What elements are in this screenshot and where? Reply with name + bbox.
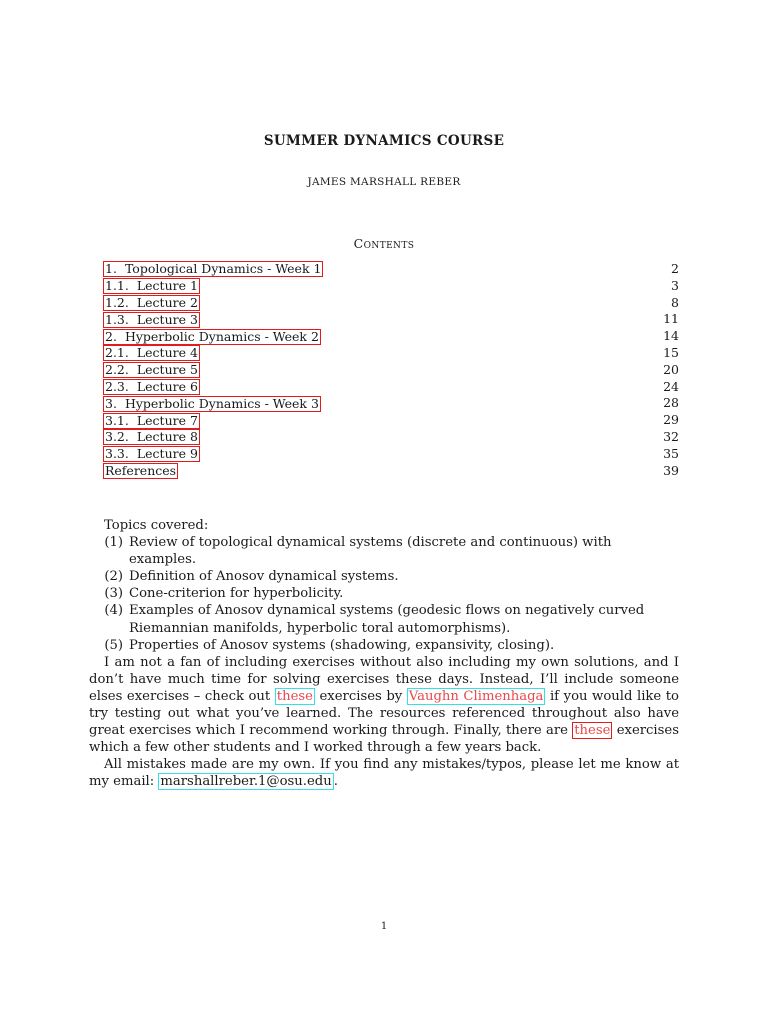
toc-row [103, 328, 679, 345]
toc-page-number: 3 [671, 277, 679, 293]
toc-section-number: 3. [105, 395, 117, 411]
toc-page-number: 14 [663, 328, 679, 344]
topic-text: Properties of Anosov systems (shadowing, expansivity, closing). [129, 637, 555, 653]
toc-section-label: Hyperbolic Dynamics - Week 3 [124, 395, 319, 411]
toc-link[interactable] [103, 312, 200, 328]
contents-heading: Contents [353, 236, 415, 251]
body-text [89, 517, 679, 791]
toc-section-number: 1.1. [105, 278, 129, 294]
toc-row [103, 362, 679, 379]
mistakes-paragraph [89, 756, 679, 790]
toc-section-number: 2. [105, 328, 117, 344]
toc-row [103, 395, 679, 412]
para1-text-1: I am not a fan of including exercises without also including my own solutions, and I don’t have much time for solving exercises these days. Instead, I’ll include someone elses exercises – check out [89, 654, 679, 704]
toc-link[interactable] [103, 362, 200, 378]
these-link-1[interactable]: these [276, 688, 313, 704]
toc-page-number: 35 [663, 445, 679, 461]
topic-item [89, 585, 679, 602]
toc-row [103, 295, 679, 312]
toc-page-number: 15 [663, 344, 679, 360]
toc-row [103, 379, 679, 396]
toc-section-label: Lecture 7 [136, 412, 198, 428]
para2-text-1: All mistakes made are my own. If you find any mistakes/typos, please let me know at my email: [89, 757, 679, 790]
topic-item [89, 568, 679, 585]
toc-page-number: 8 [671, 294, 679, 310]
toc-section-label: Lecture 2 [136, 294, 198, 310]
email-link[interactable]: marshallreber.1@osu.edu [160, 774, 332, 790]
toc-section-label: Lecture 6 [136, 378, 198, 394]
these-link-2[interactable]: these [574, 723, 611, 739]
toc-section-label: Lecture 5 [136, 362, 198, 378]
toc-page-number: 11 [663, 311, 679, 327]
toc-section-number: 1. [105, 261, 117, 277]
toc-section-number: 1.2. [105, 294, 129, 310]
para1-text-2: exercises by [314, 688, 407, 704]
toc-page-number: 20 [663, 361, 679, 377]
toc-row [103, 463, 679, 480]
toc-section-number: 2.1. [105, 345, 129, 361]
topic-number: (2) [104, 569, 123, 585]
topics-list [89, 534, 679, 654]
topic-number: (3) [104, 586, 123, 602]
toc-section-label: References [105, 462, 177, 478]
topic-text: Definition of Anosov dynamical systems. [129, 569, 399, 585]
toc-section-number: 3.3. [105, 446, 129, 462]
toc-section-label: Lecture 1 [136, 278, 198, 294]
toc-section-number: 2.2. [105, 362, 129, 378]
toc-page-number: 24 [663, 378, 679, 394]
toc-section-label: Lecture 9 [136, 446, 198, 462]
para1-text-3: if you would like to try testing out what you’ve learned. The resources referenced throughout also have great exercises which I recommend working through. Finally, there are [89, 688, 679, 739]
page-number: 1 [380, 921, 388, 932]
toc-page-number: 28 [663, 395, 679, 411]
toc-link[interactable] [103, 329, 321, 345]
toc-link[interactable] [103, 345, 200, 361]
toc-row [103, 429, 679, 446]
para2-text-2: . [333, 774, 338, 790]
author-name: JAMES MARSHALL REBER [307, 176, 461, 188]
topic-item [89, 534, 679, 568]
toc-row [103, 261, 679, 278]
topic-item [89, 637, 679, 654]
toc-row [103, 446, 679, 463]
vaughn-climenhaga-link[interactable]: Vaughn Climenhaga [408, 688, 544, 704]
toc-link[interactable] [103, 413, 200, 429]
toc-link[interactable] [103, 278, 200, 294]
toc-section-number: 3.1. [105, 412, 129, 428]
table-of-contents [103, 261, 679, 479]
toc-link[interactable] [103, 463, 178, 479]
topic-text: Cone-criterion for hyperbolicity. [129, 586, 344, 602]
toc-link[interactable] [103, 396, 321, 412]
exercises-paragraph [89, 654, 679, 757]
toc-section-number: 2.3. [105, 378, 129, 394]
topic-number: (4) [104, 603, 123, 619]
toc-section-number: 1.3. [105, 311, 129, 327]
toc-page-number: 32 [663, 428, 679, 444]
para1-text-4: exercises which a few other students and I worked through a few years back. [89, 723, 679, 756]
toc-link[interactable] [103, 446, 200, 462]
topic-text: Review of topological dynamical systems (discrete and continuous) with examples. [129, 535, 612, 568]
toc-link[interactable] [103, 429, 200, 445]
toc-row [103, 345, 679, 362]
toc-section-label: Hyperbolic Dynamics - Week 2 [124, 328, 319, 344]
topic-item [89, 602, 679, 636]
toc-section-label: Lecture 3 [136, 311, 198, 327]
toc-section-label: Lecture 8 [136, 429, 198, 445]
toc-link[interactable] [103, 261, 323, 277]
topics-heading: Topics covered: [104, 518, 209, 533]
toc-section-label: Lecture 4 [136, 345, 198, 361]
topic-number: (5) [104, 637, 123, 653]
toc-link[interactable] [103, 295, 200, 311]
toc-section-label: Topological Dynamics - Week 1 [124, 261, 322, 277]
toc-link[interactable] [103, 379, 200, 395]
toc-page-number: 2 [671, 261, 679, 276]
paper-title: SUMMER DYNAMICS COURSE [263, 133, 505, 149]
topic-number: (1) [104, 535, 123, 551]
toc-row [103, 412, 679, 429]
toc-row [103, 278, 679, 295]
toc-row [103, 311, 679, 328]
toc-section-number: 3.2. [105, 429, 129, 445]
topic-text: Examples of Anosov dynamical systems (geodesic flows on negatively curved Riemannian manifolds, hyperbolic toral automorphisms). [129, 603, 645, 636]
toc-page-number: 29 [663, 412, 679, 428]
toc-page-number: 39 [663, 462, 679, 478]
